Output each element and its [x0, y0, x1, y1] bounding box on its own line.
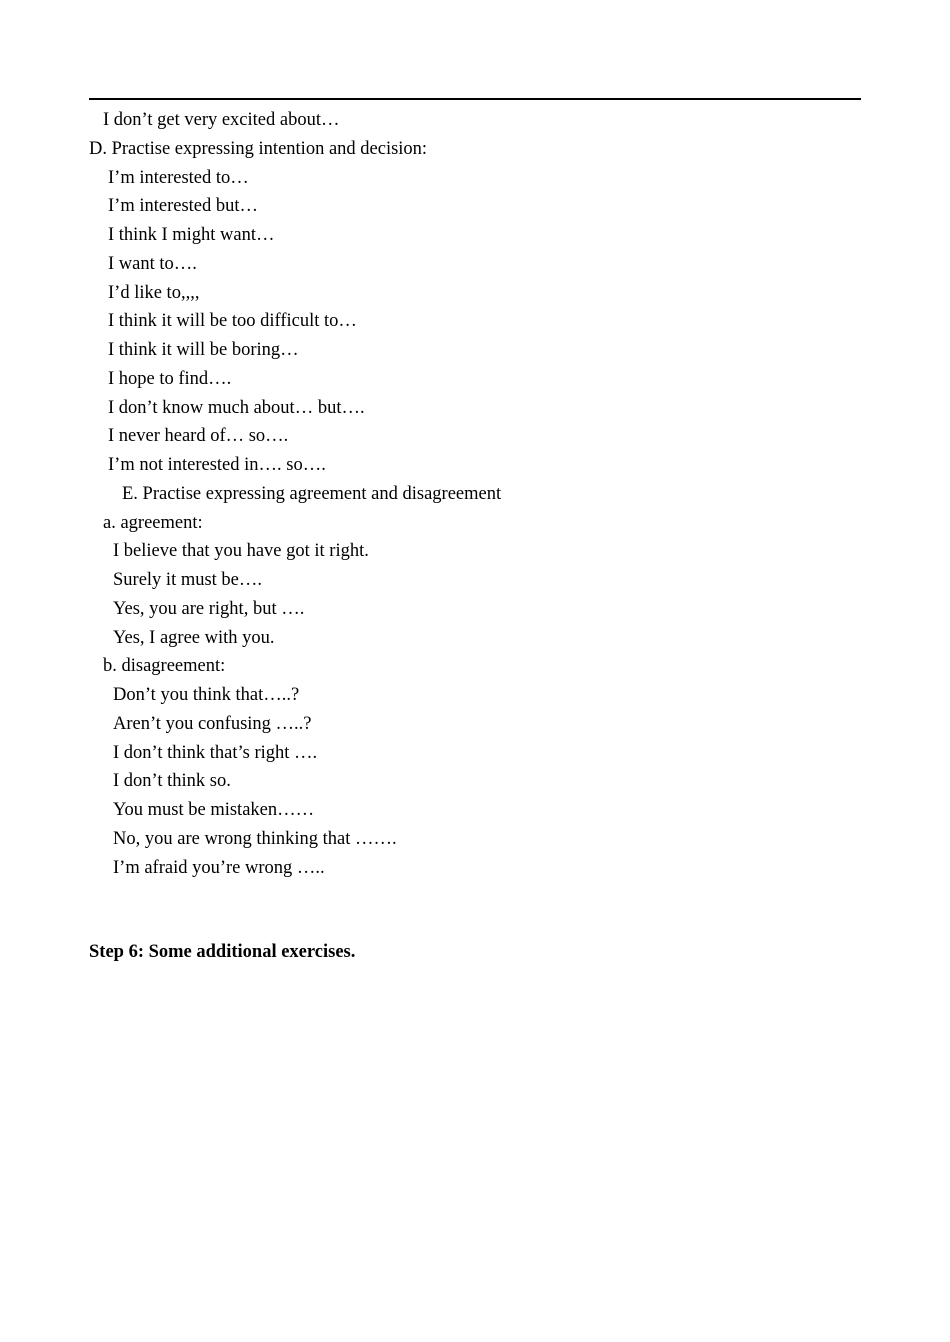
- text-line: Yes, you are right, but ….: [113, 598, 305, 619]
- text-line: I think I might want…: [108, 225, 275, 245]
- text-line: Yes, I agree with you.: [113, 627, 275, 648]
- text-line: Aren’t you confusing …..?: [113, 713, 312, 734]
- text-line: I don’t think so.: [113, 771, 231, 792]
- text-line: I want to….: [108, 253, 197, 274]
- text-line: I don’t think that’s right ….: [113, 742, 318, 763]
- text-line: I’m interested to…: [108, 167, 249, 188]
- header-rule: [89, 98, 861, 100]
- text-line: I’m interested but…: [108, 196, 259, 217]
- text-line: I’m afraid you’re wrong …..: [113, 857, 325, 878]
- subheading-disagreement: b. disagreement:: [103, 656, 226, 677]
- text-line: Surely it must be….: [113, 570, 263, 590]
- step-heading: Step 6: Some additional exercises.: [89, 942, 356, 962]
- text-line: No, you are wrong thinking that …….: [113, 828, 397, 849]
- text-line: You must be mistaken……: [113, 800, 315, 820]
- text-line: I believe that you have got it right.: [113, 541, 369, 562]
- subheading-agreement: a. agreement:: [103, 512, 203, 533]
- text-line: I hope to find….: [108, 368, 232, 389]
- text-line: I don’t know much about… but….: [108, 397, 365, 418]
- text-line: I don’t get very excited about…: [103, 110, 340, 130]
- section-heading-d: D. Practise expressing intention and decision:: [89, 138, 428, 159]
- section-heading-e: E. Practise expressing agreement and disagreement: [122, 483, 502, 504]
- text-line: I think it will be too difficult to…: [108, 311, 357, 332]
- text-line: I never heard of… so….: [108, 426, 289, 447]
- text-line: I’m not interested in…. so….: [108, 455, 326, 475]
- phrase-list: [89, 106, 861, 882]
- text-line: I’d like to,,,,: [108, 282, 200, 303]
- text-line: Don’t you think that…..?: [113, 685, 300, 705]
- text-line: I think it will be boring…: [108, 340, 299, 360]
